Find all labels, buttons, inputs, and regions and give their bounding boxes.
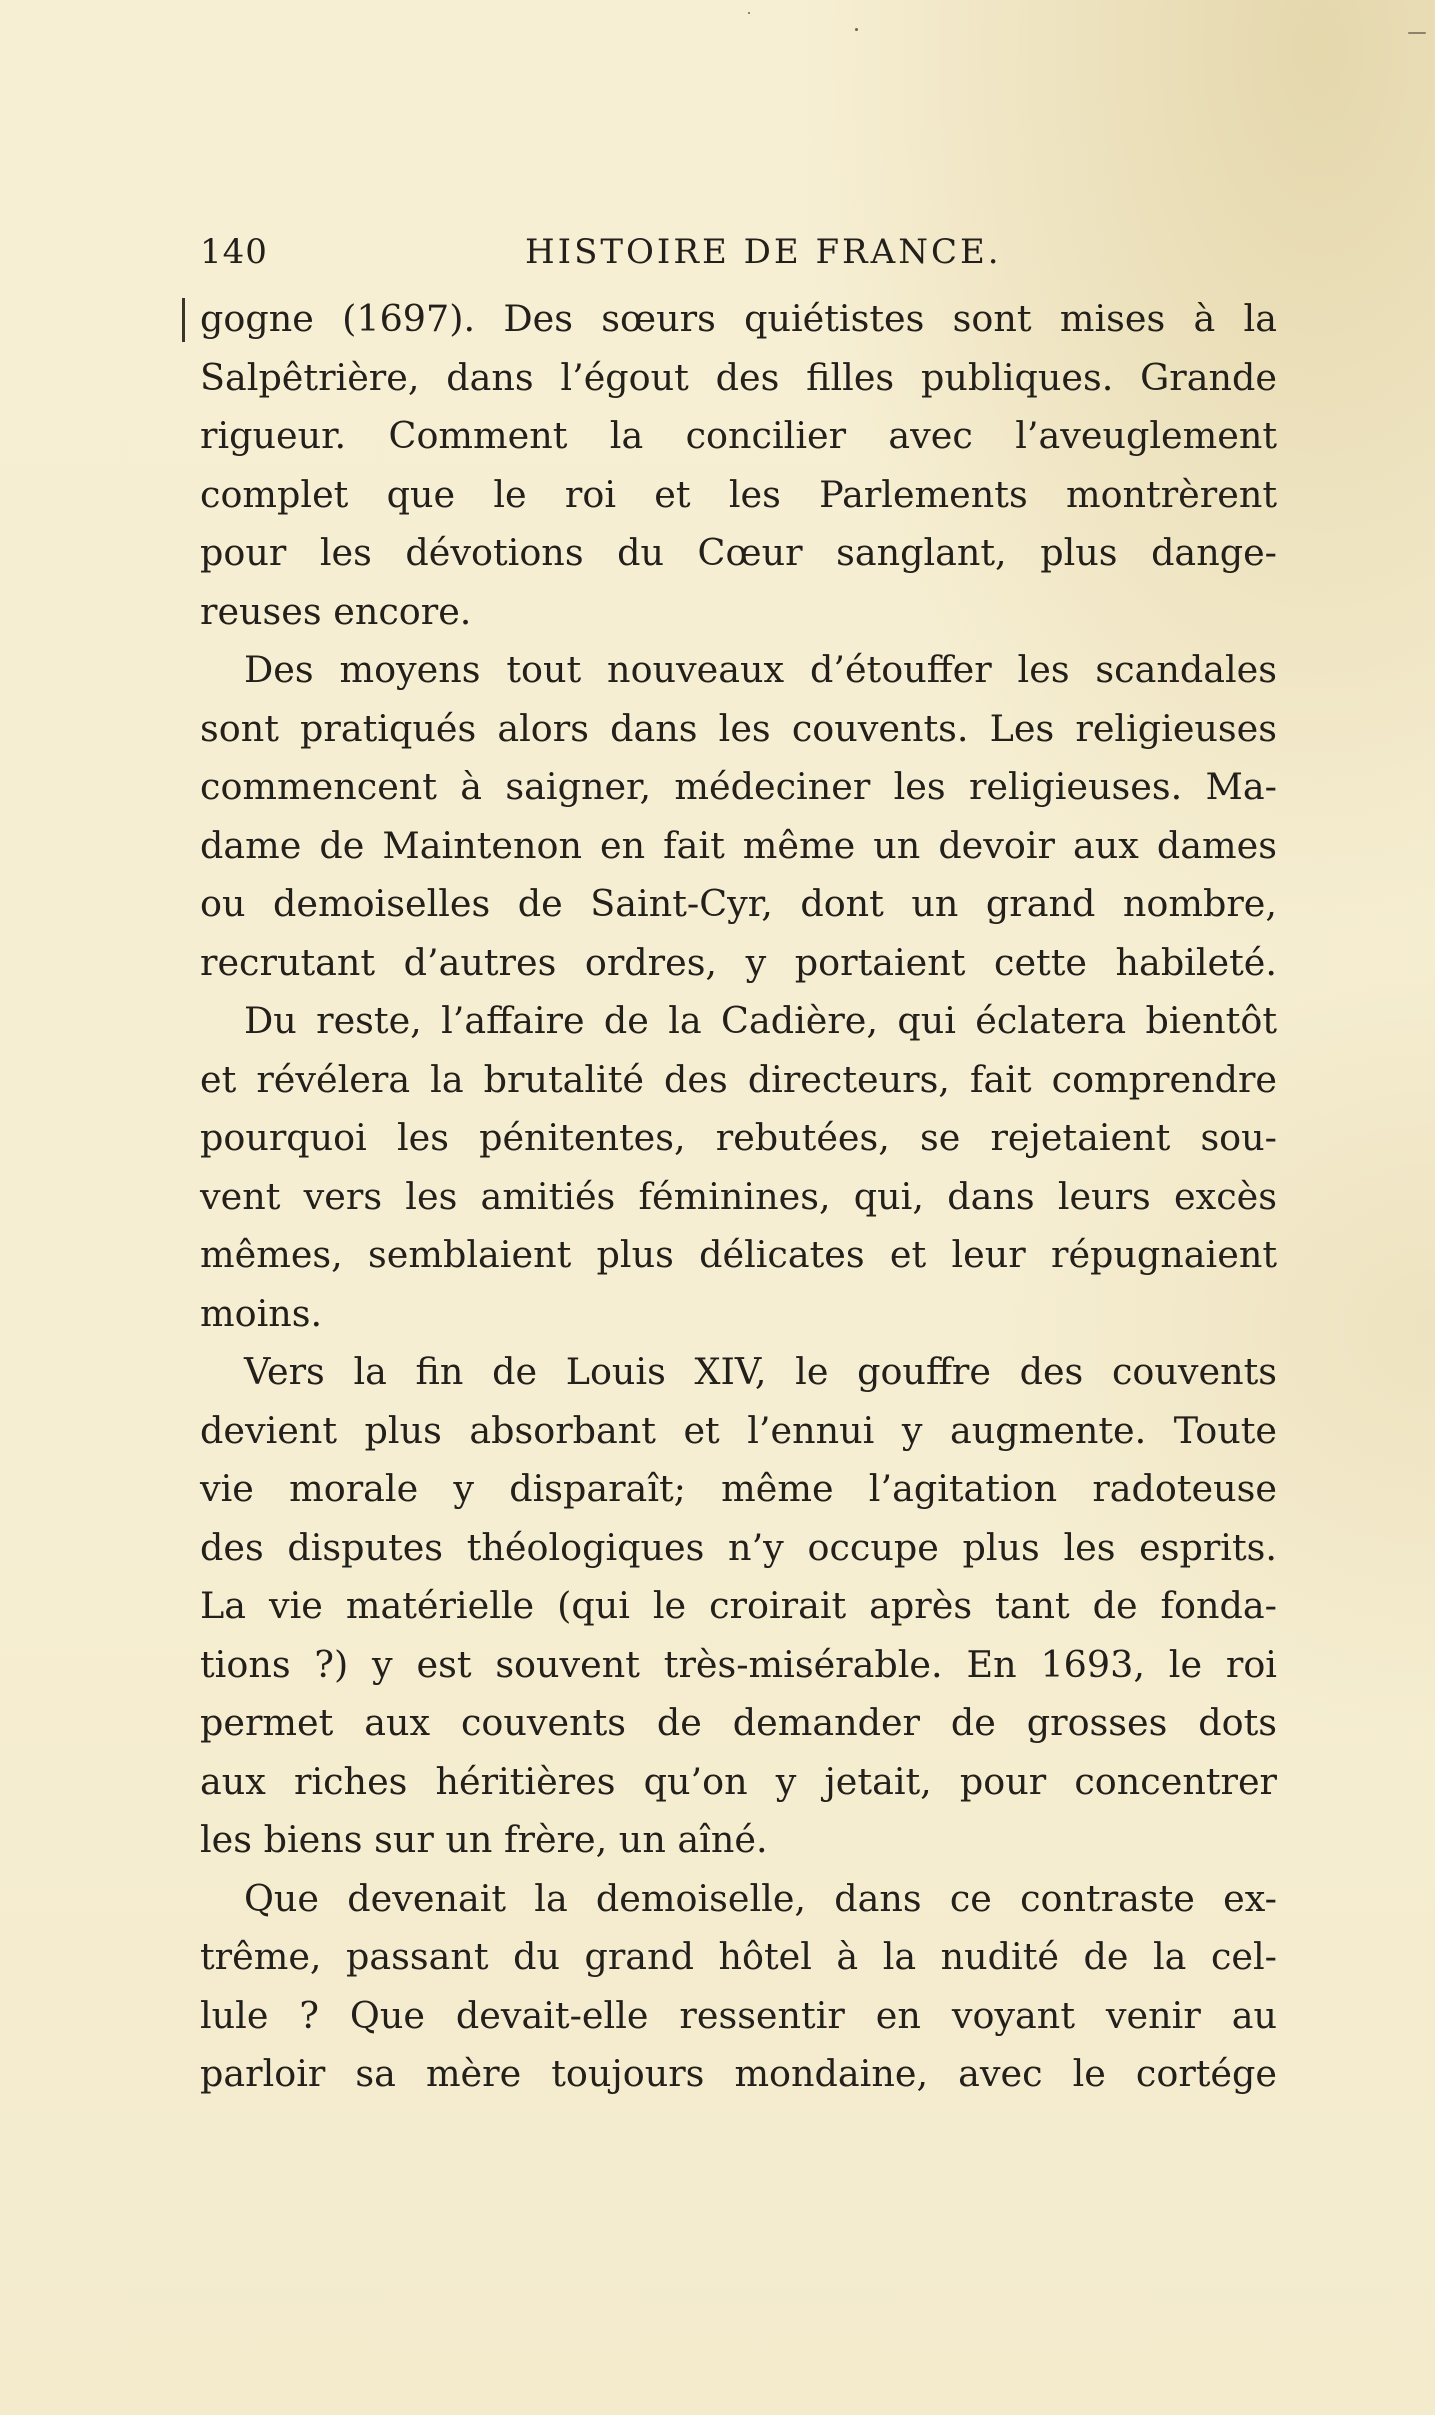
ink-speck xyxy=(748,12,750,14)
ink-speck xyxy=(855,28,858,31)
page-number: 140 xyxy=(200,232,268,272)
text-line: aux riches héritières qu’on y jetait, pour concentrer xyxy=(200,1759,1277,1803)
text-line: Vers la fin de Louis XIV, le gouffre des couvents xyxy=(244,1350,1277,1393)
text-line: tions ?) y est souvent très-misérable. En 1693, le roi xyxy=(200,1642,1277,1686)
text-line: parloir sa mère toujours mondaine, avec le cortége xyxy=(200,2052,1277,2095)
paragraph xyxy=(200,290,1277,641)
text-line: vent vers les amitiés féminines, qui, dans leurs excès xyxy=(200,1174,1277,1218)
text-line: permet aux couvents de demander de grosses dots xyxy=(200,1701,1277,1744)
text-line: commencent à saigner, médeciner les religieuses. Ma- xyxy=(200,765,1277,808)
text-line: La vie matérielle (qui le croirait après tant de fonda- xyxy=(200,1584,1277,1627)
text-line: pourquoi les pénitentes, rebutées, se rejetaient sou- xyxy=(200,1116,1277,1159)
margin-mark xyxy=(182,298,185,342)
text-line: Du reste, l’affaire de la Cadière, qui éclatera bientôt xyxy=(244,999,1277,1042)
paragraph xyxy=(200,992,1277,1343)
text-line: les biens sur un frère, un aîné. xyxy=(200,1818,768,1861)
text-line: des disputes théologiques n’y occupe plus les esprits. xyxy=(200,1525,1277,1569)
text-line: Salpêtrière, dans l’égout des filles publiques. Grande xyxy=(200,355,1277,399)
body-text xyxy=(200,290,1277,2104)
paragraph xyxy=(200,1343,1277,1870)
paragraph xyxy=(200,641,1277,992)
running-head xyxy=(200,232,1280,282)
text-line: gogne (1697). Des sœurs quiétistes sont mises à la xyxy=(200,297,1277,340)
running-title: HISTOIRE DE FRANCE. xyxy=(525,232,1002,272)
paragraph xyxy=(200,1870,1277,2104)
text-line: ou demoiselles de Saint-Cyr, dont un grand nombre, xyxy=(200,882,1277,925)
text-line: Des moyens tout nouveaux d’étouffer les scandales xyxy=(244,648,1277,691)
text-line: sont pratiqués alors dans les couvents. Les religieuses xyxy=(200,706,1277,750)
text-line: rigueur. Comment la concilier avec l’aveuglement xyxy=(200,414,1277,457)
text-line: Que devenait la demoiselle, dans ce contraste ex- xyxy=(244,1876,1277,1920)
text-line: vie morale y disparaît; même l’agitation radoteuse xyxy=(200,1467,1277,1510)
text-line: devient plus absorbant et l’ennui y augmente. Toute xyxy=(200,1408,1277,1452)
ink-speck xyxy=(1408,32,1426,34)
text-line: dame de Maintenon en fait même un devoir aux dames xyxy=(200,823,1277,867)
text-line: mêmes, semblaient plus délicates et leur répugnaient xyxy=(200,1233,1277,1276)
text-line: et révélera la brutalité des directeurs, fait comprendre xyxy=(200,1057,1277,1101)
text-line: recrutant d’autres ordres, y portaient cette habileté. xyxy=(200,940,1277,984)
text-line: lule ? Que devait-elle ressentir en voyant venir au xyxy=(200,1993,1277,2037)
text-line: moins. xyxy=(200,1291,323,1335)
text-line: trême, passant du grand hôtel à la nudité de la cel- xyxy=(200,1935,1277,1978)
text-line: reuses encore. xyxy=(200,589,472,633)
text-line: pour les dévotions du Cœur sanglant, plus dange- xyxy=(200,531,1277,574)
text-line: complet que le roi et les Parlements montrèrent xyxy=(200,472,1277,516)
